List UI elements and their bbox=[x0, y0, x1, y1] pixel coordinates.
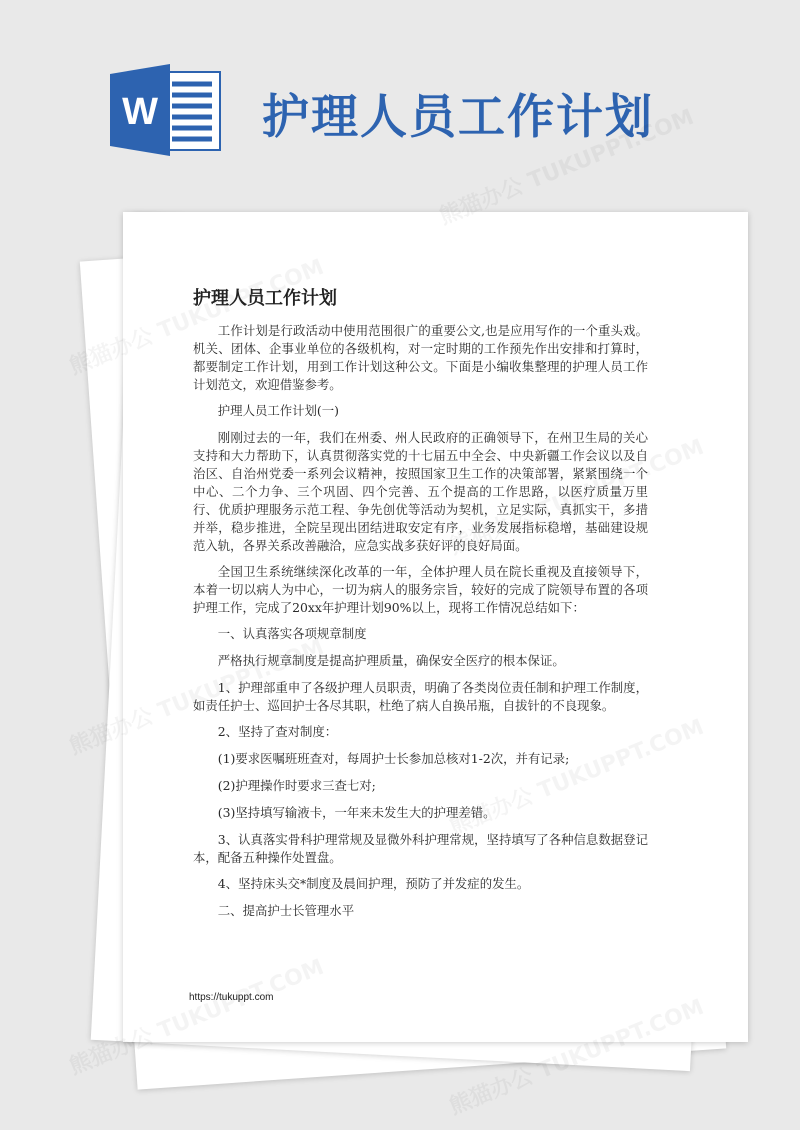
paragraph: 全国卫生系统继续深化改革的一年，全体护理人员在院长重视及直接领导下，本着一切以病人为中心，一切为病人的服务宗旨，较好的完成了院领导布置的各项护理工作，完成了20xx年护理计划90%以上，现将工作情况总结如下： bbox=[193, 564, 648, 615]
document-page bbox=[123, 212, 748, 1042]
list-item: 1、护理部重申了各级护理人员职责，明确了各类岗位责任制和护理工作制度，如责任护士、巡回护士各尽其职，杜绝了病人自换吊瓶，自拔针的不良现象。 bbox=[193, 680, 648, 713]
list-item: 4、坚持床头交*制度及晨间护理，预防了并发症的发生。 bbox=[217, 876, 530, 891]
document-title: 护理人员工作计划 bbox=[193, 288, 337, 309]
paragraph-intro: 工作计划是行政活动中使用范围很广的重要公文,也是应用写作的一个重头戏。机关、团体、企事业单位的各级机构，对一定时期的工作预先作出安排和打算时，都要制定工作计划，用到工作计划这种公文。下面是小编收集整理的护理人员工作计划范文，欢迎借鉴参考。 bbox=[193, 323, 648, 392]
list-item: 3、认真落实骨科护理常规及显微外科护理常规，坚持填写了各种信息数据登记本，配备五种操作处置盘。 bbox=[193, 832, 648, 865]
list-item: (1)要求医嘱班班查对，每周护士长参加总核对1-2次，并有记录; bbox=[217, 751, 570, 766]
list-item: (3)坚持填写输液卡，一年来未发生大的护理差错。 bbox=[217, 805, 496, 820]
word-logo-icon bbox=[110, 64, 222, 156]
section-heading: 一、认真落实各项规章制度 bbox=[217, 626, 367, 641]
paragraph: 刚刚过去的一年，我们在州委、州人民政府的正确领导下，在州卫生局的关心支持和大力帮助下，认真贯彻落实党的十七届五中全会、中央新疆工作会议以及自治区、自治州党委一系列会议精神，按照国家卫生工作的决策部署，紧紧围绕一个中心、二个力争、三个巩固、四个完善、五个提高的工作思路，以医疗质量万里行、优质护理服务示范工程、争先创优等活动为契机，立足实际，真抓实干，多措并举，稳步推进，全院呈现出团结进取安定有序，业务发展指标稳增，基础建设规范入轨，各界关系改善融洽，应急实战多获好评的良好局面。 bbox=[193, 430, 648, 553]
section-heading: 二、提高护士长管理水平 bbox=[217, 903, 355, 918]
logo-letter: W bbox=[122, 91, 158, 133]
footer-url: https://tukuppt.com bbox=[189, 992, 274, 1003]
header-title: 护理人员工作计划 bbox=[262, 90, 654, 145]
paragraph: 严格执行规章制度是提高护理质量，确保安全医疗的根本保证。 bbox=[217, 653, 565, 668]
document-body bbox=[193, 322, 648, 929]
list-item: (2)护理操作时要求三查七对; bbox=[217, 778, 376, 793]
section-heading: 护理人员工作计划(一) bbox=[217, 403, 339, 418]
list-item: 2、坚持了查对制度： bbox=[217, 724, 338, 739]
